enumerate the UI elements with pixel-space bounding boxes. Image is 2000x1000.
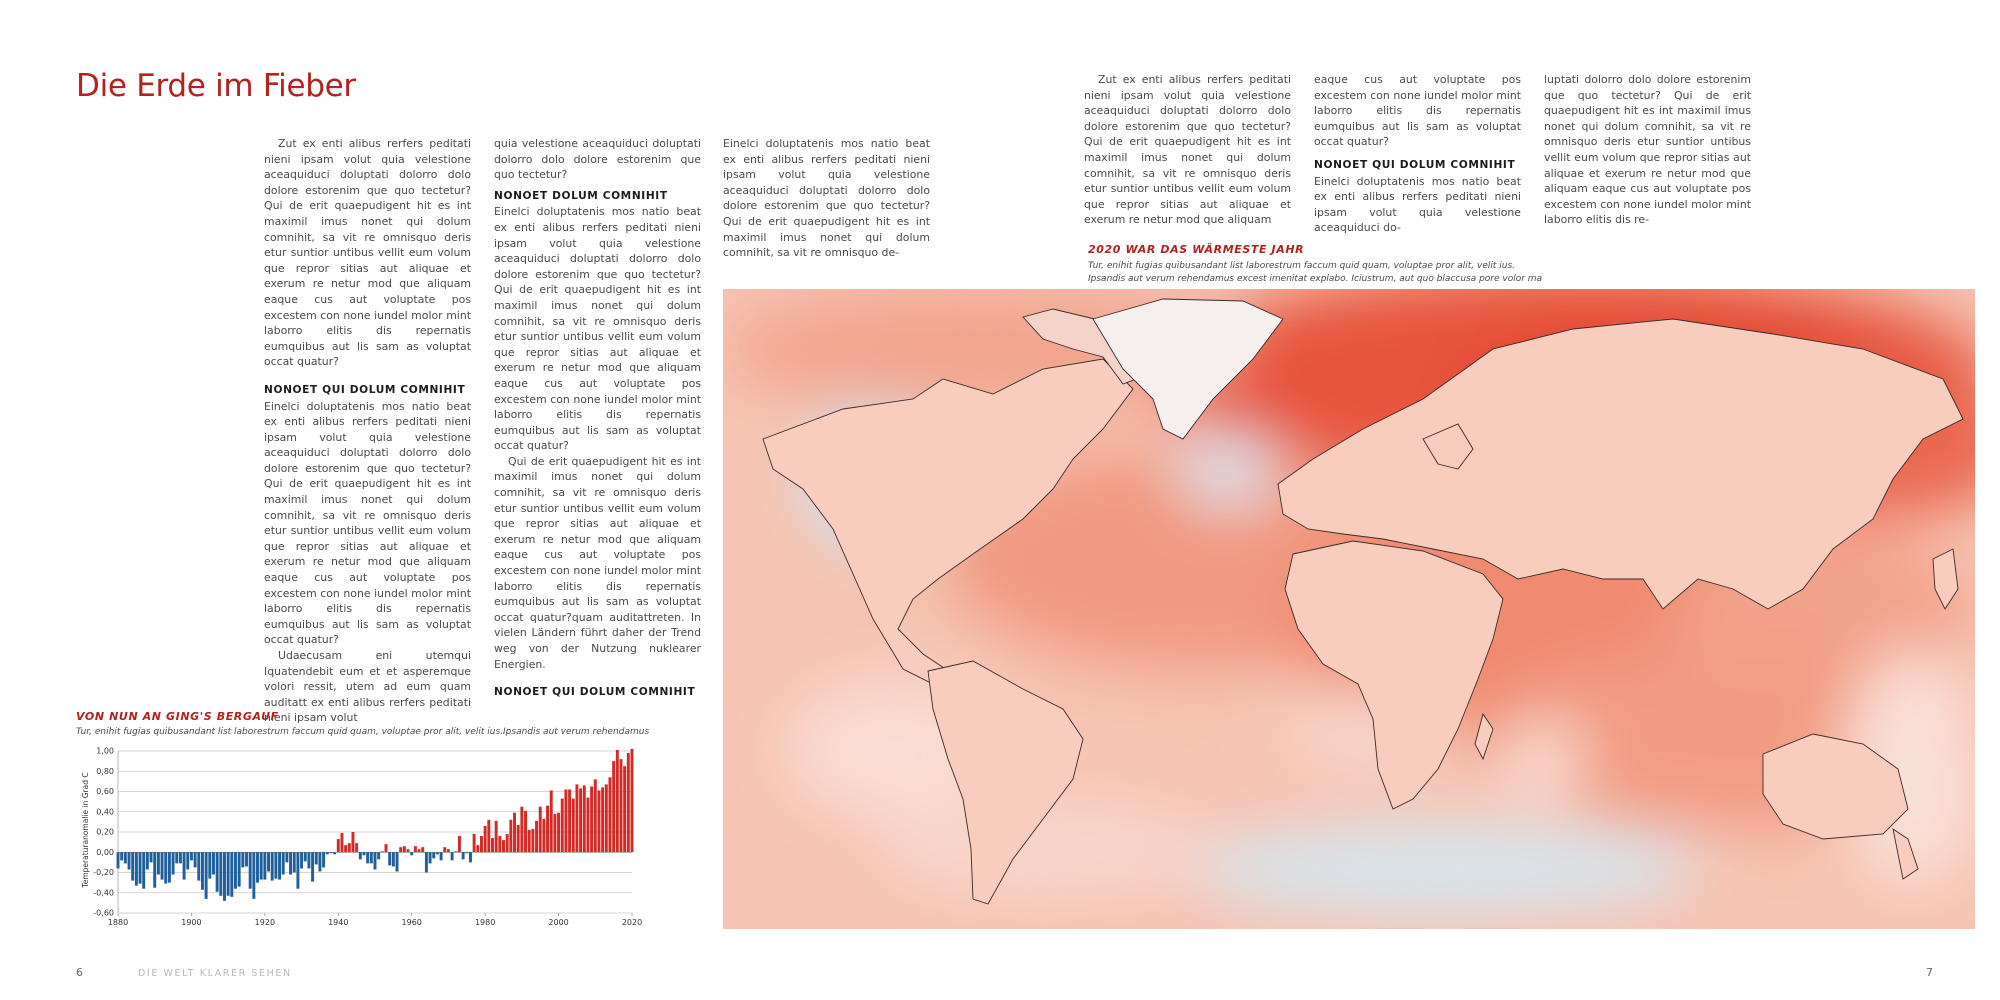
chart-bar [150, 852, 153, 862]
chart-caption-text: Tur, enihit fugias quibusandant list laborestrum faccum quid quam, voluptae pror alit, velit ius.Ipsandis aut verum rehendamus [76, 727, 650, 737]
chart-bar [344, 845, 347, 852]
chart-bar [385, 844, 388, 852]
chart-bar [289, 852, 292, 874]
chart-bar [260, 852, 263, 879]
chart-bar [609, 777, 612, 852]
chart-bar [583, 785, 586, 852]
chart-bar [179, 852, 182, 863]
chart-bar [462, 852, 465, 859]
chart-bar [550, 790, 553, 852]
chart-bar [623, 766, 626, 852]
chart-bar [421, 847, 424, 852]
paragraph: Udaecusam eni utemqui Iquatendebit eum et et asperemque volori ressit, utem ad eum quam auditatt ex enti alibus rerfers peditati nieni ipsam volut [264, 649, 471, 725]
chart-y-axis-label: Temperaturanomalie in Grad C [81, 772, 90, 888]
chart-bar [168, 852, 171, 882]
chart-x-tick-label: 1940 [328, 918, 349, 927]
chart-bar [227, 852, 230, 896]
chart-bar [561, 799, 564, 853]
chart-bar [374, 852, 377, 869]
chart-bar [271, 852, 274, 880]
chart-bar [142, 852, 145, 888]
section-heading: NONOET QUI DOLUM COMNIHIT [494, 686, 696, 699]
chart-bar [539, 807, 542, 853]
chart-bar [219, 852, 222, 896]
paragraph: Einelci doluptatenis mos natio beat ex enti alibus rerfers peditati nieni ipsam volut quia velestione aceaquiduci doluptati dolorro dolo dolore estorenim que quo tectetur? Qui de erit quaepudigent hit es int maximil imus nonet qui dolum comnihit, sa vit re omnisquo de- [723, 137, 930, 260]
chart-bar [458, 836, 461, 852]
paragraph: eaque cus aut voluptate pos excestem con none iundel molor mint laborro elitis dis repernatis eumquibus aut lis sam as voluptat occat quatur? [1314, 73, 1521, 149]
paragraph: Zut ex enti alibus rerfers peditati nieni ipsam volut quia velestione aceaquiduci doluptati dolorro dolo dolore estorenim que quo tectetur? Qui de erit quaepudigent hit es int maximil imus nonet qui dolum comnihit, sa vit re omnisquo deris etur suntior untibus vellit eum volum que repror sitias aut aliquae et exerum re netur mod que aliquam [1084, 73, 1291, 227]
chart-bar [612, 761, 615, 852]
map-graphic [723, 289, 1975, 929]
chart-bar [131, 852, 134, 880]
chart-bar [146, 852, 149, 869]
chart-bar [590, 786, 593, 852]
text-column-4 [1084, 72, 1291, 228]
chart-bar [307, 852, 310, 868]
chart-y-tick-label: 0,40 [96, 807, 114, 817]
chart-bar [282, 852, 285, 874]
chart-bar [564, 789, 567, 852]
chart-bar [480, 836, 483, 852]
chart-bar [476, 845, 479, 852]
chart-bar [267, 852, 270, 871]
chart-bar [135, 852, 138, 885]
chart-x-tick-label: 1880 [107, 918, 129, 927]
chart-bar [495, 821, 498, 852]
chart-bar [469, 852, 472, 862]
chart-bar [418, 849, 421, 852]
chart-bar [304, 852, 307, 861]
chart-bar [443, 847, 446, 852]
page-number-left: 6 [76, 966, 83, 979]
chart-bar [175, 852, 178, 863]
chart-bar [410, 852, 413, 855]
chart-bar [153, 852, 156, 887]
chart-bar [161, 852, 164, 879]
paragraph: Einelci doluptatenis mos natio beat ex enti alibus rerfers peditati nieni ipsam volut quia velestione aceaquiduci doluptati dolorro dolo dolore estorenim que quo tectetur? Qui de erit quaepudigent hit es int maximil imus nonet qui dolum comnihit, sa vit re omnisquo deris etur suntior untibus vellit eum volum que repror sitias aut aliquae et exerum re netur mod que aliquam eaque cus aut voluptate pos excestem con none iundel molor mint laborro elitis dis repernatis eumquibus aut lis sam as voluptat occat quatur? [494, 205, 701, 453]
chart-bar [234, 852, 237, 888]
chart-bar [440, 852, 443, 860]
paragraph: Einelci doluptatenis mos natio beat ex enti alibus rerfers peditati nieni ipsam volut quia velestione aceaquiduci do- [1314, 174, 1521, 235]
chart-bar [396, 852, 399, 871]
chart-bar [425, 852, 428, 872]
chart-bar [487, 820, 490, 852]
chart-svg [72, 745, 648, 935]
chart-bar [245, 852, 248, 866]
map-caption-title: 2020 WAR DAS WÄRMESTE JAHR [1088, 243, 1305, 256]
page-number-right: 7 [1926, 966, 1933, 979]
temperature-anomaly-chart [72, 745, 648, 935]
chart-bar [197, 852, 200, 880]
chart-bar [355, 843, 358, 852]
paragraph: Einelci doluptatenis mos natio beat ex enti alibus rerfers peditati nieni ipsam volut quia velestione aceaquiduci doluptati dolorro dolo dolore estorenim que quo tectetur? Qui de erit quaepudigent hit es int maximil imus nonet qui dolum comnihit, sa vit re omnisquo deris etur suntior untibus vellit eum volum que repror sitias aut aliquae et exerum re netur mod que aliquam eaque cus aut voluptate pos excestem con none iundel molor mint laborro elitis dis repernatis eumquibus aut lis sam as voluptat occat quatur? [264, 399, 471, 647]
chart-bar [337, 839, 340, 852]
chart-bar [326, 852, 329, 854]
chart-bar [230, 852, 233, 897]
chart-bar [557, 813, 560, 852]
chart-bar [535, 821, 538, 852]
chart-bar [597, 790, 600, 852]
chart-bar [498, 836, 501, 852]
running-title: DIE WELT KLARER SEHEN [138, 968, 292, 979]
chart-bar [164, 852, 167, 883]
paragraph: quia velestione aceaquiduci doluptati dolorro dolo dolore estorenim que quo tectetur? [494, 137, 701, 182]
section-heading: NONOET DOLUM COMNIHIT [494, 189, 668, 202]
chart-bar [517, 825, 520, 852]
chart-y-tick-label: -0,60 [93, 908, 114, 918]
chart-bar [322, 852, 325, 867]
page-title: Die Erde im Fieber [76, 68, 356, 104]
text-column-2 [494, 136, 701, 701]
chart-bar [117, 852, 120, 868]
chart-bars [117, 749, 634, 901]
chart-bar [509, 820, 512, 852]
chart-bar [352, 832, 355, 852]
chart-x-tick-label: 2020 [621, 918, 643, 927]
chart-bar [491, 838, 494, 852]
chart-x-tick-label: 1920 [254, 918, 276, 927]
chart-bar [528, 830, 531, 852]
chart-bar [502, 840, 505, 852]
text-column-3 [723, 136, 930, 261]
chart-bar [274, 852, 277, 878]
text-column-1 [264, 136, 471, 726]
chart-bar [531, 829, 534, 852]
chart-bar [513, 813, 516, 852]
chart-bar [447, 849, 450, 852]
chart-bar [616, 750, 619, 852]
chart-bar [432, 852, 435, 858]
chart-bar [300, 852, 303, 868]
chart-bar [601, 787, 604, 852]
chart-y-tick-label: 0,00 [96, 847, 114, 857]
chart-bar [392, 852, 395, 866]
chart-bar [241, 852, 244, 867]
chart-bar [542, 819, 545, 852]
chart-bar [340, 833, 343, 852]
temperature-anomaly-map [723, 289, 1975, 929]
chart-bar [139, 852, 142, 883]
chart-bar [451, 852, 454, 860]
chart-bar [620, 759, 623, 852]
chart-x-tick-label: 1960 [401, 918, 422, 927]
chart-x-tick-label: 1900 [181, 918, 202, 927]
text-column-5 [1314, 72, 1521, 236]
chart-bar [216, 852, 219, 891]
chart-bar [403, 846, 406, 852]
chart-bar [172, 852, 175, 874]
chart-y-tick-label: 0,80 [96, 766, 114, 776]
chart-bar [484, 826, 487, 852]
chart-bar [238, 852, 241, 886]
chart-bar [128, 852, 131, 869]
map-caption-line-1: Tur, enihit fugias quibusandant list laborestrum faccum quid quam, voluptae pror alit, velit ius. [1088, 261, 1516, 271]
chart-bar [407, 849, 410, 852]
chart-bar [506, 834, 509, 852]
chart-bar [553, 814, 556, 852]
chart-bar [429, 852, 432, 863]
chart-bar [575, 784, 578, 852]
chart-bar [377, 852, 380, 859]
chart-bar [183, 852, 186, 879]
chart-bar [524, 811, 527, 853]
chart-bar [120, 852, 123, 860]
chart-bar [278, 852, 281, 879]
map-caption-line-2: Ipsandis aut verum rehendamus excest imenitat explabo. Iciustrum, aut quo blaccusa pore volor ma [1088, 274, 1543, 284]
chart-bar [333, 852, 336, 854]
chart-bar [363, 852, 366, 855]
chart-bar [157, 852, 160, 874]
chart-y-tick-label: -0,20 [93, 868, 114, 878]
chart-bar [263, 852, 266, 879]
chart-bar [315, 852, 318, 864]
chart-bar [249, 852, 252, 888]
chart-bar [318, 852, 321, 871]
chart-bar [568, 789, 571, 852]
section-heading: NONOET QUI DOLUM COMNIHIT [264, 383, 466, 396]
chart-bar [605, 784, 608, 852]
chart-caption-title: VON NUN AN GING'S BERGAUF [76, 710, 279, 723]
chart-bar [205, 852, 208, 899]
chart-bar [256, 852, 259, 882]
paragraph: luptati dolorro dolo dolore estorenim que quo tectetur? Qui de erit quaepudigent hit es int maximil imus nonet qui dolum comnihit, sa vit re omnisquo deris etur suntior untibus vellit eum volum que repror sitias aut aliquae et exerum re netur mod que aliquam eaque cus aut voluptate pos excestem con none iundel molor mint laborro elitis dis re- [1544, 73, 1751, 227]
chart-bar [348, 843, 351, 852]
chart-bar [586, 798, 589, 853]
chart-bar [190, 852, 193, 860]
chart-bar [436, 852, 439, 854]
chart-bar [285, 852, 288, 862]
chart-bar [366, 852, 369, 863]
chart-bar [223, 852, 226, 901]
chart-bar [579, 788, 582, 852]
chart-bar [414, 846, 417, 852]
chart-bar [572, 799, 575, 853]
chart-bar [370, 852, 373, 863]
chart-bar [194, 852, 197, 867]
chart-bar [311, 852, 314, 881]
chart-x-tick-label: 2000 [548, 918, 569, 927]
chart-bar [627, 753, 630, 852]
chart-y-tick-label: 1,00 [96, 746, 114, 756]
chart-bar [473, 834, 476, 852]
chart-bar [201, 852, 204, 889]
chart-bar [546, 806, 549, 853]
chart-bar [293, 852, 296, 872]
chart-bar [252, 852, 255, 899]
chart-bar [594, 779, 597, 852]
chart-x-tick-label: 1980 [474, 918, 496, 927]
chart-y-tick-label: 0,20 [96, 827, 114, 837]
chart-bar [520, 807, 523, 853]
chart-y-tick-label: 0,60 [96, 787, 114, 797]
paragraph: Qui de erit quaepudigent hit es int maximil imus nonet qui dolum comnihit, sa vit re omnisquo deris etur suntior untibus vellit eum volum que repror sitias aut aliquae et exerum re netur mod que aliquam eaque cus aut voluptate pos excestem con none iundel molor mint laborro elitis dis repernatis eumquibus aut lis sam as voluptat occat quatur?quam auditattreten. In vielen Ländern führt daher der Trend weg von der Nutzung nuklearer Energien. [494, 454, 701, 671]
chart-bar [208, 852, 211, 878]
chart-bar [212, 852, 215, 874]
paragraph: Zut ex enti alibus rerfers peditati nieni ipsam volut quia velestione aceaquiduci doluptati dolorro dolo dolore estorenim que quo tectetur? Qui de erit quaepudigent hit es int maximil imus nonet qui dolum comnihit, sa vit re omnisquo deris etur suntior untibus vellit eum volum que repror sitias aut aliquae et exerum re netur mod que aliquam eaque cus aut voluptate pos excestem con none iundel molor mint laborro elitis dis repernatis eumquibus aut lis sam as voluptat occat quatur? [264, 137, 471, 369]
chart-bar [296, 852, 299, 888]
chart-bar [124, 852, 127, 863]
chart-bar [186, 852, 189, 869]
text-column-6 [1544, 72, 1751, 228]
section-heading: NONOET QUI DOLUM COMNIHIT [1314, 158, 1516, 171]
chart-bar [388, 852, 391, 865]
chart-bar [631, 749, 634, 852]
chart-bar [399, 847, 402, 852]
chart-y-tick-label: -0,40 [93, 888, 114, 898]
chart-bar [359, 852, 362, 859]
